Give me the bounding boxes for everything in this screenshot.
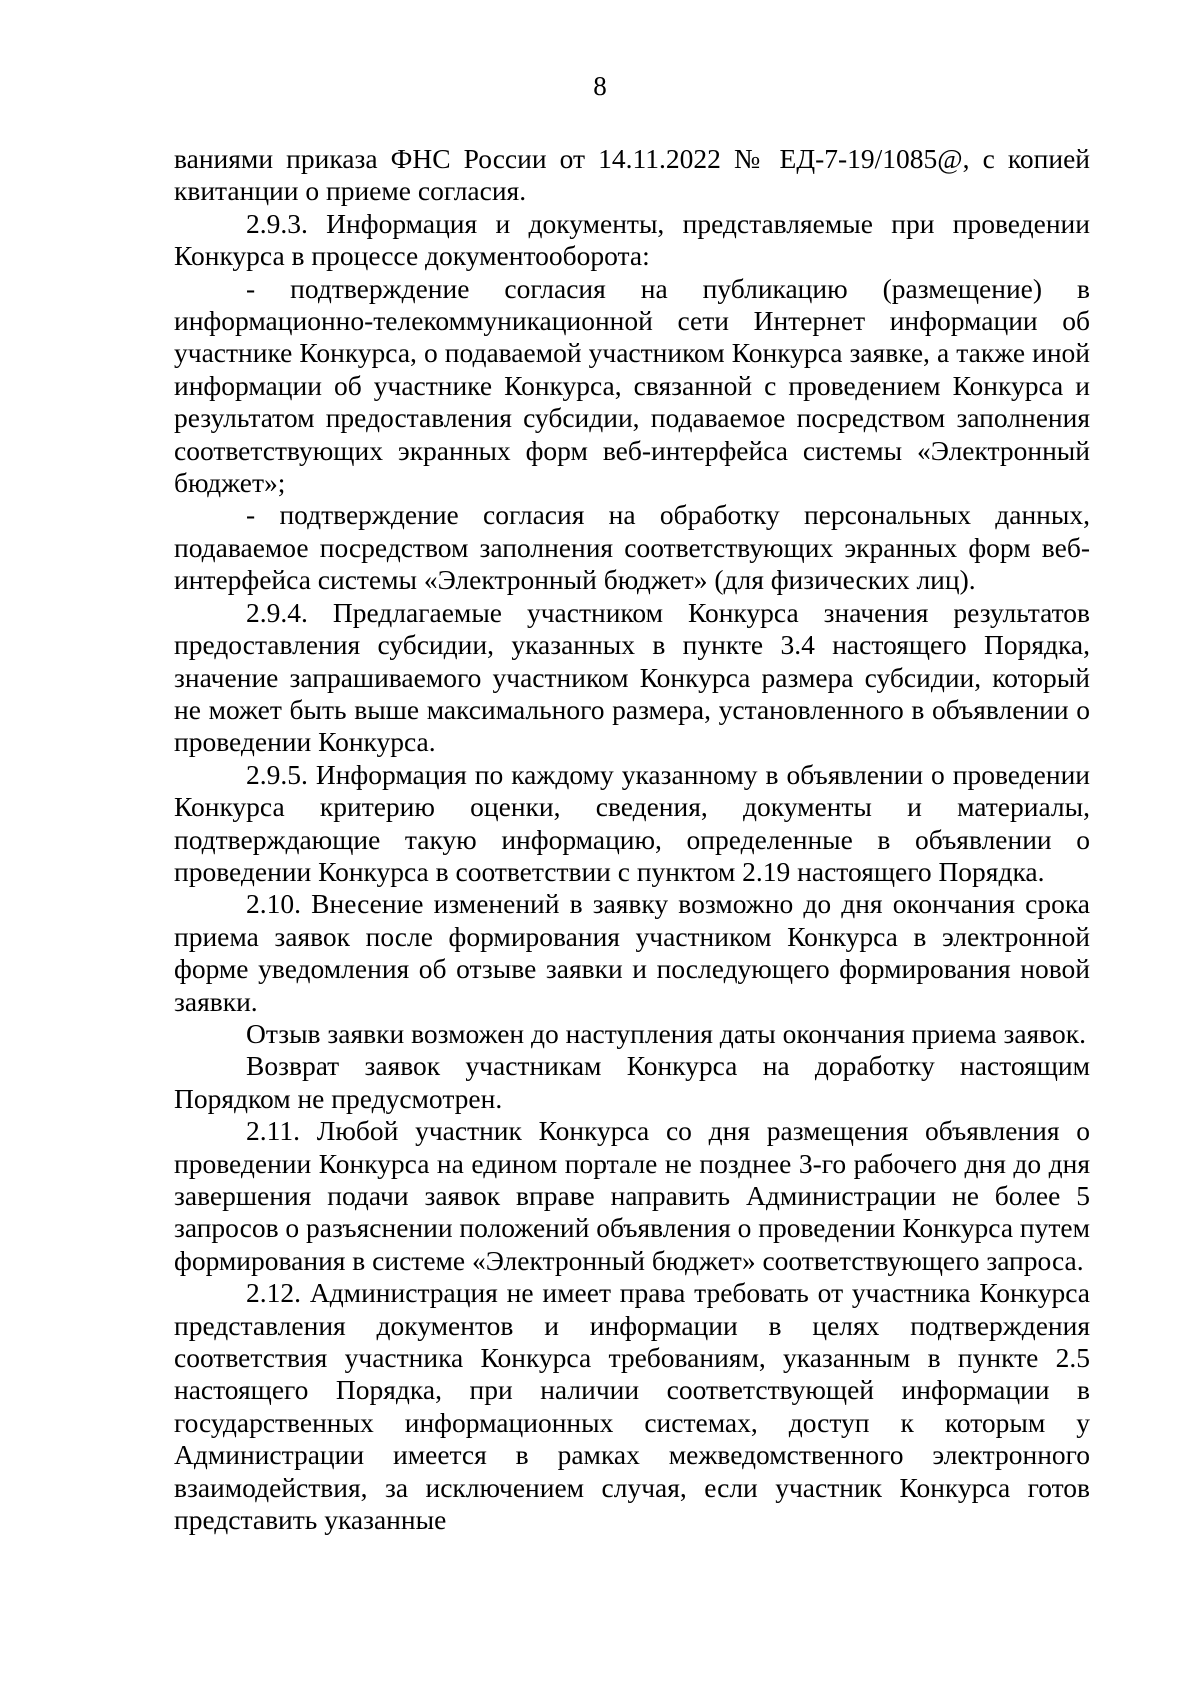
paragraph-list-item-publication-consent: - подтверждение согласия на публикацию (размещение) в информационно-телекоммуникационной сети Интернет информации об участнике Конкурса, о подаваемой участником Конкурса заявке, а также иной информации об участнике Конкурса, связанной с проведением Конкурса и результатом предоставления субсидии, подаваемое посредством заполнения соответствующих экранных форм веб-интерфейса системы «Электронный бюджет»;: [174, 272, 1090, 499]
page-number: 8: [593, 71, 607, 101]
paragraph-2-9-3: 2.9.3. Информация и документы, представляемые при проведении Конкурса в процессе документооборота:: [174, 207, 1090, 272]
paragraph-withdrawal: Отзыв заявки возможен до наступления даты окончания приема заявок.: [246, 1017, 1086, 1049]
paragraph-continuation: ваниями приказа ФНС России от 14.11.2022 № ЕД-7-19/1085@, с копией квитанции о приеме согласия.: [174, 143, 1090, 207]
paragraph-list-item-personal-data-consent: - подтверждение согласия на обработку персональных данных, подаваемое посредством заполнения соответствующих экранных форм веб-интерфейса системы «Электронный бюджет» (для физических лиц).: [174, 499, 1090, 596]
paragraph-2-9-4: 2.9.4. Предлагаемые участником Конкурса значения результатов предоставления субсидии, указанных в пункте 3.4 настоящего Порядка, значение запрашиваемого участником Конкурса размера субсидии, который не может быть выше максимального размера, установленного в объявлении о проведении Конкурса.: [174, 596, 1090, 758]
paragraph-2-9-5: 2.9.5. Информация по каждому указанному в объявлении о проведении Конкурса критерию оценки, сведения, документы и материалы, подтверждающие такую информацию, определенные в объявлении о проведении Конкурса в соответствии с пунктом 2.19 настоящего Порядка.: [174, 758, 1090, 887]
document-body: [174, 143, 1090, 1536]
paragraph-2-11: 2.11. Любой участник Конкурса со дня размещения объявления о проведении Конкурса на едином портале не позднее 3-го рабочего дня до дня завершения подачи заявок вправе направить Администрации не более 5 запросов о разъяснении положений объявления о проведении Конкурса путем формирования в системе «Электронный бюджет» соответствующего запроса.: [174, 1115, 1090, 1276]
paragraph-2-10: 2.10. Внесение изменений в заявку возможно до дня окончания срока приема заявок после формирования участником Конкурса в электронной форме уведомления об отзыве заявки и последующего формирования новой заявки.: [174, 888, 1090, 1017]
paragraph-return: Возврат заявок участникам Конкурса на доработку настоящим Порядком не предусмотрен.: [174, 1050, 1090, 1114]
paragraph-2-12: 2.12. Администрация не имеет права требовать от участника Конкурса представления документов и информации в целях подтверждения соответствия участника Конкурса требованиям, указанным в пункте 2.5 настоящего Порядка, при наличии соответствующей информации в государственных информационных системах, доступ к которым у Администрации имеется в рамках межведомственного электронного взаимодействия, за исключением случая, если участник Конкурса готов представить указанные: [174, 1277, 1090, 1536]
